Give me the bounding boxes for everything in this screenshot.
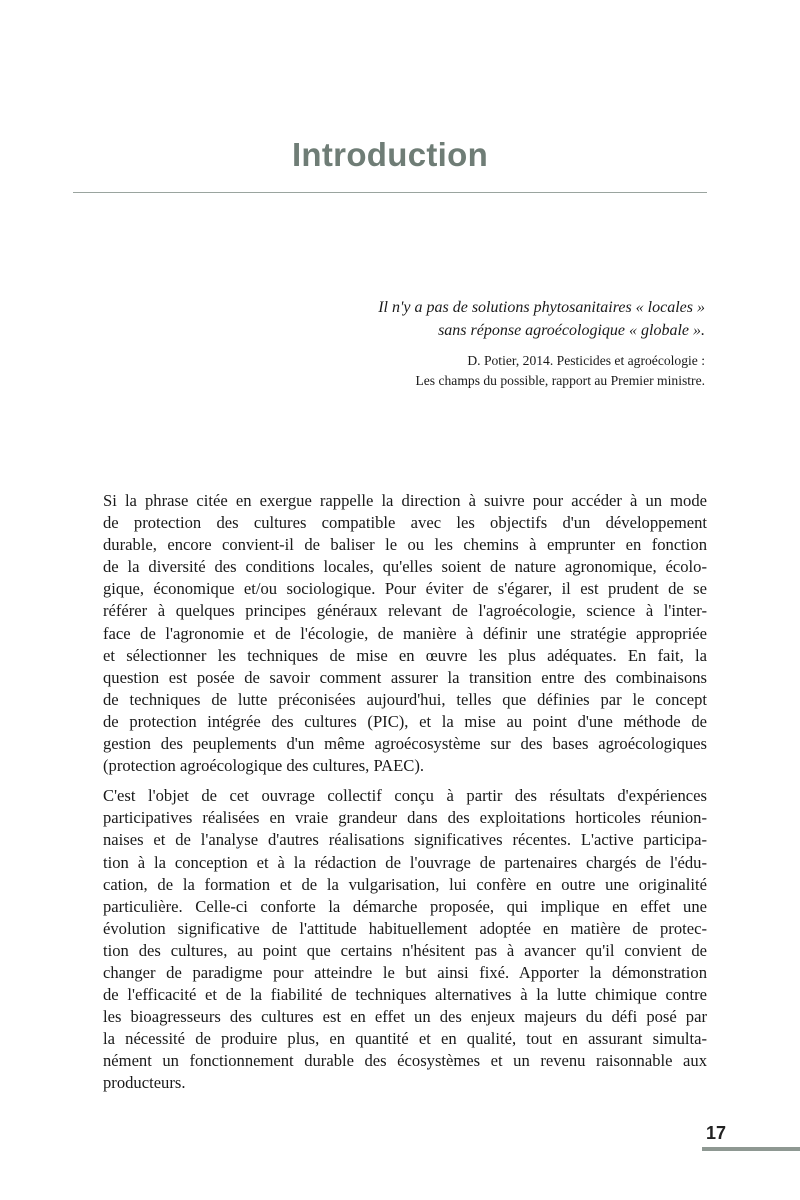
paragraph-line: la nécessité de produire plus, en quantité et en qualité, tout en assurant simulta- — [103, 1029, 707, 1049]
paragraph-line: nément un fonctionnement durable des écosystèmes et un revenu raisonnable aux — [103, 1051, 707, 1071]
paragraph-line: tion des cultures, au point que certains n'hésitent pas à avancer qu'il convient de — [103, 940, 707, 960]
paragraph-line: particulière. Celle-ci conforte la démarche proposée, qui implique en effet une — [103, 896, 707, 916]
page-number-bar — [702, 1147, 800, 1151]
paragraph-line: changer de paradigme pour atteindre le but ainsi fixé. Apporter la démonstration — [103, 962, 707, 982]
page-title: Introduction — [291, 136, 489, 173]
paragraph-line: référer à quelques principes généraux relevant de l'agroécologie, science à l'inter- — [103, 601, 707, 621]
citation-line: D. Potier, 2014. Pesticides et agroécologie : — [467, 353, 705, 368]
paragraph-line: de l'efficacité et de la fiabilité de techniques alternatives à la lutte chimique contre — [103, 985, 707, 1005]
epigraph-citation — [185, 351, 705, 391]
epigraph — [185, 296, 705, 391]
paragraph-line: (protection agroécologique des cultures, PAEC). — [103, 756, 425, 776]
paragraph-line: gestion des peuplements d'un même agroécosystème sur des bases agroécologiques — [103, 734, 707, 754]
paragraph-line: face de l'agronomie et de l'écologie, de manière à définir une stratégie appropriée — [103, 623, 707, 643]
paragraph-line: évolution significative de l'attitude habituellement adoptée en matière de protec- — [103, 918, 707, 938]
paragraph-line: les bioagresseurs des cultures est en effet un des enjeux majeurs du défi posé par — [103, 1007, 707, 1027]
paragraph-line: C'est l'objet de cet ouvrage collectif conçu à partir des résultats d'expériences — [103, 786, 707, 806]
paragraph-line: producteurs. — [103, 1073, 186, 1093]
paragraph-line: durable, encore convient-il de baliser le ou les chemins à emprunter en fonction — [103, 535, 707, 555]
citation-line: Les champs du possible, rapport au Premier ministre. — [415, 373, 705, 388]
paragraph-1 — [103, 490, 707, 777]
paragraph-2 — [103, 785, 707, 1094]
paragraph-line: de techniques de lutte préconisées aujourd'hui, telles que définies par le concept — [103, 689, 707, 709]
body-text — [103, 490, 707, 1103]
paragraph-line: cation, de la formation et de la vulgarisation, lui confère en outre une originalité — [103, 874, 707, 894]
paragraph-line: gique, économique et/ou sociologique. Pour éviter de s'égarer, il est prudent de se — [103, 579, 707, 599]
paragraph-line: de protection des cultures compatible avec les objectifs d'un développement — [103, 513, 707, 533]
page-number: 17 — [706, 1123, 727, 1143]
epigraph-quote-line: sans réponse agroécologique « globale ». — [438, 322, 705, 339]
paragraph-line: Si la phrase citée en exergue rappelle la direction à suivre pour accéder à un mode — [103, 491, 707, 510]
paragraph-line: question est posée de savoir comment assurer la transition entre des combinaisons — [103, 667, 707, 687]
paragraph-line: de protection intégrée des cultures (PIC), et la mise au point d'une méthode de — [103, 711, 707, 731]
paragraph-line: et sélectionner les techniques de mise en œuvre les plus adéquates. En fait, la — [103, 645, 707, 665]
paragraph-line: participatives réalisées en vraie grandeur dans des exploitations horticoles réunion- — [103, 808, 707, 828]
paragraph-line: de la diversité des conditions locales, qu'elles soient de nature agronomique, écolo- — [103, 557, 707, 577]
paragraph-line: tion à la conception et à la rédaction de l'ouvrage de partenaires chargés de l'édu- — [103, 852, 707, 872]
epigraph-quote-line: Il n'y a pas de solutions phytosanitaires « locales » — [378, 299, 705, 316]
paragraph-line: naises et de l'analyse d'autres réalisations significatives récentes. L'active participa- — [103, 830, 707, 850]
title-divider — [73, 192, 707, 193]
